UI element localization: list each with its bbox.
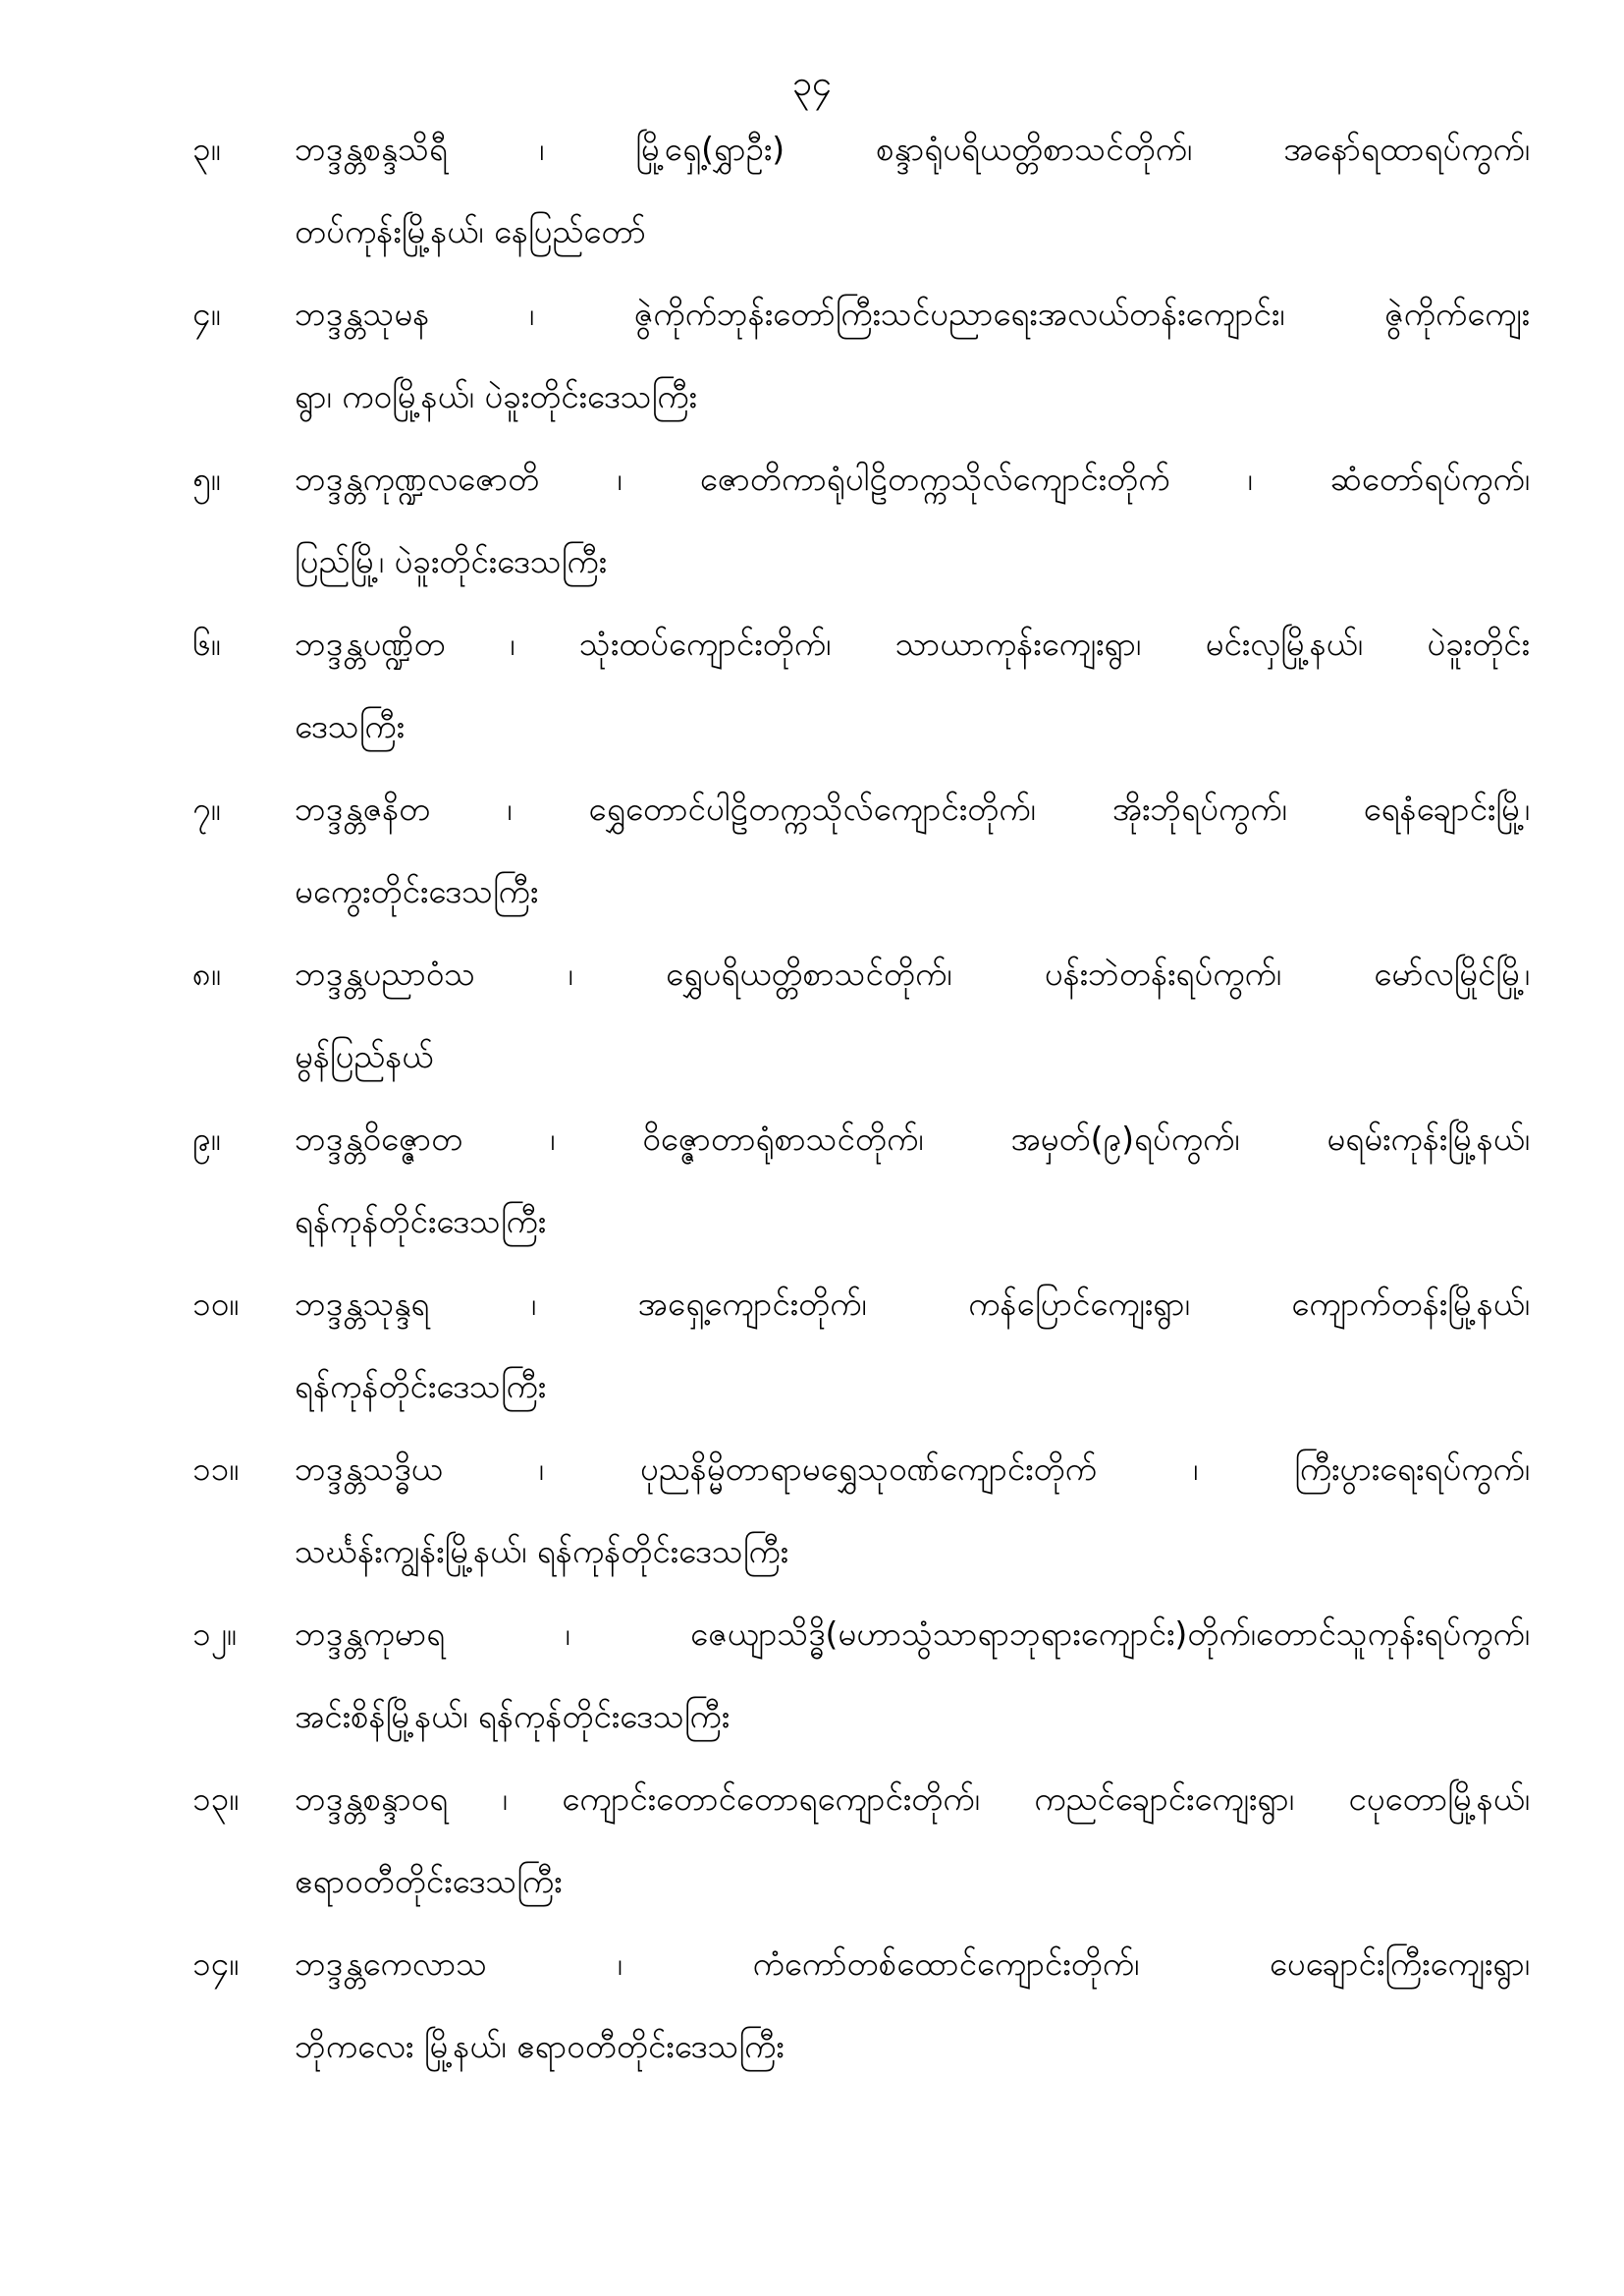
entry-text xyxy=(295,768,1530,933)
list-item xyxy=(0,1263,1624,1428)
entry-text xyxy=(295,1758,1530,1923)
entry-line-2: ရန်ကုန်တိုင်းဒေသကြီး xyxy=(295,1202,547,1240)
entry-line-2: သင်္ဃန်းကျွန်းမြို့နယ်၊ ရန်ကုန်တိုင်းဒေသကြီး xyxy=(295,1532,789,1570)
list-item xyxy=(0,438,1624,603)
entry-line-2: ဘိုကလေး မြို့နယ်၊ ဧရာဝတီတိုင်းဒေသကြီး xyxy=(295,2027,785,2065)
list-item xyxy=(0,603,1624,768)
entry-number: ၃။ xyxy=(192,130,221,168)
entry-line-2: ဧရာဝတီတိုင်းဒေသကြီး xyxy=(295,1862,563,1900)
entry-number: ၅။ xyxy=(192,460,221,498)
list-item xyxy=(0,933,1624,1098)
entry-line-1: ဘဒ္ဒန္တကေလာသ ၊ ကံကော်တစ်ထောင်ကျောင်းတိုက်၊ ပေချောင်းကြီးကျေးရွာ၊ xyxy=(295,1944,1530,1983)
entry-list xyxy=(0,108,1624,2088)
entry-line-2: ပြည်မြို့၊ ပဲခူးတိုင်းဒေသကြီး xyxy=(295,542,607,580)
entry-number: ၁၀။ xyxy=(192,1285,240,1323)
entry-text xyxy=(295,1098,1530,1263)
list-item xyxy=(0,1758,1624,1923)
entry-line-1: ဘဒ္ဒန္တဇနိတ ၊ ရွှေတောင်ပါဠိတက္ကသိုလ်ကျောင်းတိုက်၊ အိုးဘိုရပ်ကွက်၊ ရေနံချောင်းမြို့၊ xyxy=(295,790,1530,828)
entry-number: ၄။ xyxy=(192,295,221,333)
entry-number: ၉။ xyxy=(192,1120,221,1158)
entry-line-2: အင်းစိန်မြို့နယ်၊ ရန်ကုန်တိုင်းဒေသကြီး xyxy=(295,1697,731,1735)
entry-line-2: ရွာ၊ ကဝမြို့နယ်၊ ပဲခူးတိုင်းဒေသကြီး xyxy=(295,377,697,415)
entry-line-1: ဘဒ္ဒန္တကုဏ္ဍလဇောတိ ၊ ဇောတိကာရုံပါဠိတက္ကသိုလ်ကျောင်းတိုက် ၊ ဆံတော်ရပ်ကွက်၊ xyxy=(295,460,1530,498)
entry-text xyxy=(295,1263,1530,1428)
entry-line-1: ဘဒ္ဒန္တသုမန ၊ ဇွဲကိုက်ဘုန်းတော်ကြီးသင်ပညာရေးအလယ်တန်းကျောင်း၊ ဇွဲကိုက်ကျေး xyxy=(295,295,1530,333)
entry-text xyxy=(295,108,1530,273)
list-item xyxy=(0,1098,1624,1263)
entry-number: ၁၄။ xyxy=(192,1944,240,1983)
entry-number: ၁၁။ xyxy=(192,1449,240,1488)
entry-number: ၁၃။ xyxy=(192,1779,240,1818)
entry-text xyxy=(295,1593,1530,1758)
entry-text xyxy=(295,438,1530,603)
page-number: ၃၄ xyxy=(791,64,833,104)
entry-line-1: ဘဒ္ဒန္တဝိဇ္ဇောတ ၊ ဝိဇ္ဇောတာရုံစာသင်တိုက်၊ အမှတ်(၉)ရပ်ကွက်၊ မရမ်းကုန်းမြို့နယ်၊ xyxy=(295,1120,1530,1158)
entry-line-2: ရန်ကုန်တိုင်းဒေသကြီး xyxy=(295,1367,547,1405)
list-item xyxy=(0,108,1624,273)
list-item xyxy=(0,273,1624,438)
entry-text xyxy=(295,1923,1530,2088)
list-item xyxy=(0,1593,1624,1758)
entry-number: ၇။ xyxy=(192,790,221,828)
entry-text xyxy=(295,1428,1530,1593)
entry-text xyxy=(295,273,1530,438)
entry-line-1: ဘဒ္ဒန္တကုမာရ ၊ ဇေယျာသိဒ္ဓိ(မဟာသွံသာရာဘုရားကျောင်း)တိုက်၊တောင်သူကုန်းရပ်ကွက်၊ xyxy=(295,1614,1530,1653)
entry-line-2: မကွေးတိုင်းဒေသကြီး xyxy=(295,872,539,910)
entry-number: ၁၂။ xyxy=(192,1614,237,1653)
entry-text xyxy=(295,933,1530,1098)
entry-line-1: ဘဒ္ဒန္တပညာဝံသ ၊ ရွှေပရိယတ္တိစာသင်တိုက်၊ ပန်းဘဲတန်းရပ်ကွက်၊ မော်လမြိုင်မြို့၊ xyxy=(295,955,1530,993)
entry-text xyxy=(295,603,1530,768)
list-item xyxy=(0,1428,1624,1593)
list-item xyxy=(0,768,1624,933)
entry-line-2: ဒေသကြီး xyxy=(295,707,405,745)
entry-line-1: ဘဒ္ဒန္တသဒ္ဓိယ ၊ ပုညနိမ္မိတာရာမရွှေသုဝဏ်ကျောင်းတိုက် ၊ ကြီးပွားရေးရပ်ကွက်၊ xyxy=(295,1449,1530,1488)
entry-line-1: ဘဒ္ဒန္တစန္ဒသိရီ ၊ မြို့ရှေ့(ရွှာဦး) စန္ဒာရုံပရိယတ္တိစာသင်တိုက်၊ အနော်ရထာရပ်ကွက်၊ xyxy=(295,130,1530,168)
entry-line-2: မွန်ပြည်နယ် xyxy=(295,1037,434,1075)
entry-line-1: ဘဒ္ဒန္တပဏ္ဍိတ ၊ သုံးထပ်ကျောင်းတိုက်၊ သာယာကုန်းကျေးရွာ၊ မင်းလှမြို့နယ်၊ ပဲခူးတိုင်း xyxy=(295,625,1530,663)
entry-number: ၆။ xyxy=(192,625,221,663)
entry-line-2: တပ်ကုန်းမြို့နယ်၊ နေပြည်တော် xyxy=(295,212,646,250)
list-item xyxy=(0,1923,1624,2088)
entry-line-1: ဘဒ္ဒန္တသုန္ဒရ ၊ အရှေ့ကျောင်းတိုက်၊ ကန်ပြောင်ကျေးရွာ၊ ကျောက်တန်းမြို့နယ်၊ xyxy=(295,1285,1530,1323)
entry-number: ၈။ xyxy=(192,955,221,993)
entry-line-1: ဘဒ္ဒန္တစန္ဒာဝရ ၊ ကျောင်းတောင်တောရကျောင်းတိုက်၊ ကညင်ချောင်းကျေးရွာ၊ ငပုတောမြို့နယ်၊ xyxy=(295,1779,1530,1818)
